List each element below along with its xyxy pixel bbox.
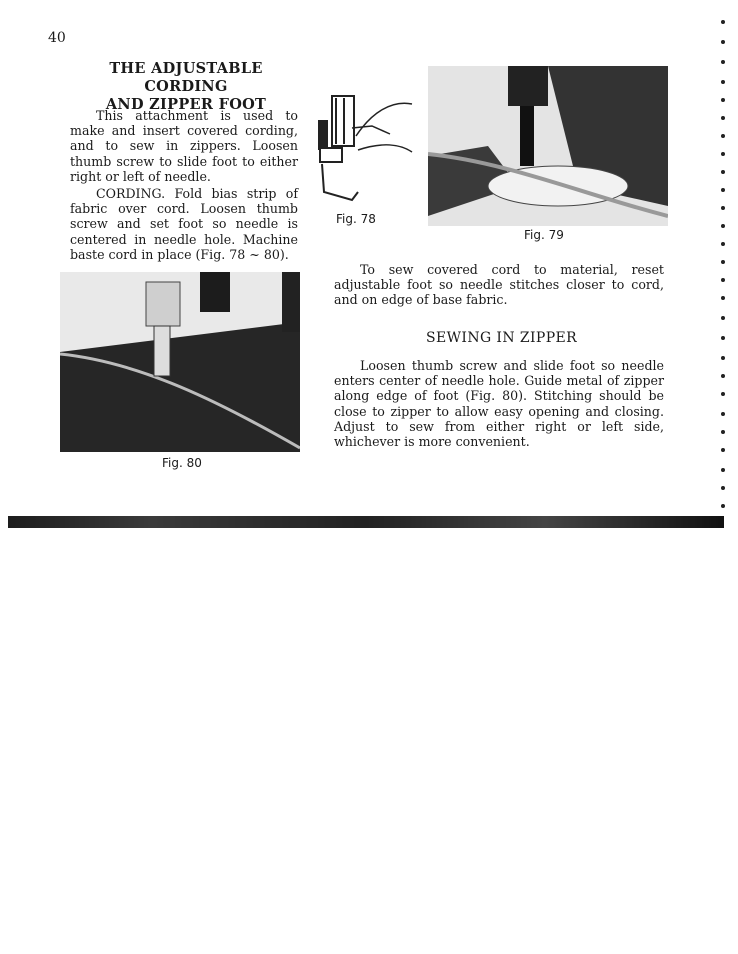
heading-line-1: THE ADJUSTABLE CORDING (109, 60, 263, 95)
page-bottom-edge (8, 516, 724, 528)
fig-78-caption: Fig. 78 (336, 212, 376, 226)
cord-paragraph: To sew covered cord to material, reset adjustable foot so needle stitches closer to cord, and on edge of base fabric. (334, 262, 664, 308)
page-heading (66, 60, 306, 114)
fig-78-illustration (312, 92, 422, 210)
fig-79-caption: Fig. 79 (524, 228, 564, 242)
binding-edge-marks (716, 20, 730, 520)
fig-80-photo (60, 272, 300, 452)
page-number: 40 (48, 30, 66, 46)
zipper-section-title: SEWING IN ZIPPER (426, 330, 578, 346)
intro-paragraph: This attachment is used to make and insert covered cording, and to sew in zippers. Loosen thumb screw to slide foot to either right or left of needle. (70, 108, 298, 184)
heading-line-2: AND ZIPPER FOOT (105, 96, 267, 113)
fig-79-photo (428, 66, 668, 226)
zipper-paragraph: Loosen thumb screw and slide foot so needle enters center of needle hole. Guide metal of zipper along edge of foot (Fig. 80). Stitching should be close to zipper to allow easy opening and closing. Adjust to sew from either right or left side, whichever is more convenient. (334, 358, 664, 450)
fig-80-caption: Fig. 80 (162, 456, 202, 470)
cording-paragraph: CORDING. Fold bias strip of fabric over cord. Loosen thumb screw and set foot so needle is centered in needle hole. Machine baste cord in place (Fig. 78 ~ 80). (70, 186, 298, 262)
